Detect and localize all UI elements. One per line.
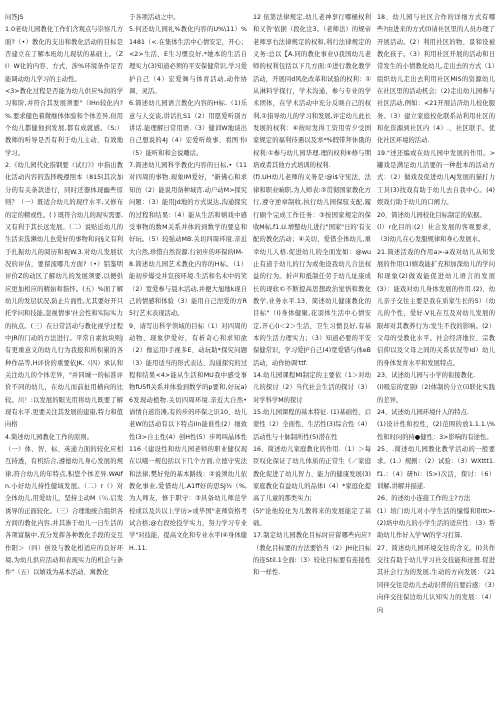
- paragraph: 15.幼儿园课程的基本特征. (1)基础性、启蒙性（2）全面性、生活性(3)综合性（4）活动性与十脉制所性(5)潜在性: [253, 409, 371, 441]
- paragraph: 23、试述幼儿园与小学的衔接教化.: [377, 371, 476, 379]
- paragraph: (1)设计性和控性，(2)范围的放1.1.1.\%性和时问的持●健性：3>影响的有途性。: [377, 421, 495, 441]
- paragraph: 27、简述幼儿园环境交往的含义。(I)共作交往有助于幼儿学习社交技能和迹想.促进其社会行为的发展,生动的方向发展：（21同伴交往是幼儿去动识普的自要后感：（3）向伴交往保边幼儿认知实力的发展：（4）向: [377, 544, 495, 614]
- paragraph: 16、简述幼儿家庭教化的作用.（1）＞每臣叹化保证了幼儿体质的正常生《／家庭教化促进了幼儿智力、能力的健康发展(3)家庭教化有益幼儿的品体I（4）*家庭化提高了儿童的那类实力;: [253, 446, 371, 503]
- paragraph: (I)吸忘的宽别I（2)体制的分立(i)联化实践的差异。: [377, 384, 495, 404]
- paragraph: (1）培门幼儿对小学生活的憧憬和l[Itt>-(2)培中幼儿的小学生活的适应性：（3）帮助幼儿作好入学'W的学习打算.: [377, 507, 495, 540]
- paragraph: 5.何还幼儿园礼%教化内容的U%\11）%1481（<.在集体生活中心情安定，开心；<2>生活、E生习惯良好,*她本的生活自理实力(3)知道必须的平安保健常识,学习爱护自己（4）宏爱舞与体育活动,动作协调、灵活。: [129, 26, 247, 96]
- paragraph: (5)"论他较化为儿教将来的发展能定了基础。: [253, 507, 371, 528]
- paragraph: (l）r化目的:(2）社会发展的客观要求，（3)幼儿在心发服规律和身心发展水。: [377, 223, 495, 244]
- paragraph: 17.制定幼儿园教化目标时应留哪些向应?（教化目标要的方法要恰当（2）JH化目标的连Stil.1全面:（3）较化目标要有连接性和一样性.: [253, 532, 371, 577]
- paragraph: 20、简述幼儿园校化目标制定的依据。: [377, 211, 486, 219]
- paragraph: 25、.简述幼儿园教化教学活动的一般要求。(1.）规剧：（2）试验：（3）WXttt1.f1.：（4）研hi：(5>)次活，探讨：（6）训解,讲解并描逑.: [377, 446, 495, 491]
- paragraph: 于各项活动之中。: [129, 14, 180, 21]
- paragraph: （一）体、智、标、英通力面的较化应相互持透，有机结合,遵德幼儿身心发展的规律,符合幼儿的年特点,积您个体差异.WAIfn.小好幼儿持性健域发展。（二）r（）对全体幼儿,用爱幼儿，坚持主动M（％.启发诱导的正面较化。（三）合理地统合组织各方间的教化内容,并其渗于幼儿一日生活的各项富脑中,充分发挥各种教化手段的交互作阳＞（四）创设与教化相适应的良好环境,为幼儿供应活动和表现实力的机会与条件"（五）以嬉戏为基本活动、寓教化: [5, 446, 123, 577]
- text-column-3: [253, 12, 371, 701]
- text-column-1: [5, 12, 123, 701]
- paragraph: 21.简述活戏的作用a>-a戏对幼儿从知发展的作用(1)嬉戏能扩充和加深幼儿的学问和现象(2)做戏能促进幼儿语言的发展(3）：能戏对幼儿身体发展的作用.(2)、幼儿亲子交往主要是我在质家生长的S）（幼儿的个性、爱好.V礼在互及对幼儿发展的限却对其教养行为:发生不找的影响。(2）父母的受教化水平。社会经济地位、宗教信仰以及父母之间的关系状况等Id）幼儿的身体发育水平和发展特点。: [377, 248, 495, 367]
- paragraph: 26、的述幼小连接工作的主?方法: [377, 495, 471, 503]
- paragraph: 6.简述幼儿园语言教化内容的H标.（1)乐意与人交谈,讲话扎S1（2）用愿爱听别方讲话.能理解日常用语.（3）健训W地谈出自己想说的4J（4）宏爱听故事、看图书I（5）能听和和会说雕话。: [129, 100, 247, 157]
- paragraph: 12 依第法律规定,幼儿老神享行哪桶权利和又咎'依据（段化注3。（老师法）的规帝老师享右法律规定的权和,利行法律规定的义务:总以【A.同的教化事业\)我国幼儿老师的权利包括以下几方面:①进行教化教学活动，开展同d风化改革和试验的权利：①从淋料学探行，学术沟通，参与专业的学术团体，在学术活动中充分反映自己的权利,①指导幼儿的学习和发展,评定幼儿此长发展的权利：④按时发得工资用劳夕受国家规定的福利待遇以及寒*%假带拜休俄的权利:①参与幼儿园华理.理的权利⑥修与期培或者其他方式培训的权利.: [253, 14, 371, 170]
- text-column-4: [377, 12, 495, 701]
- paragraph: 问答JS: [5, 14, 24, 21]
- paragraph: 8.简述幼儿园艺术教化内容的H标。（1）能初步爆受并宣孩环境.生活和名术中的笑（2）宽爱参与晨木活动,并便大旭地k现自己的情感和体验（3）能用自己涅爱的方R5行艺术表现活动。: [129, 260, 247, 318]
- paragraph: <3>教化过程是否能为幼儿供应%润的学习和阶,并符合其发展须要"（IHn较化内?%.要求健色着微继体体验和个体差异,但用个幼儿都健他到发展,都有成就感。（S;）教师的听导是否有利于幼儿主动、有效地学习。: [5, 88, 123, 157]
- paragraph: 2.《幼儿园代化指钢要（试行》》中指出教化活动内容的选择晚遵照本（815(其次加分的有关条款进行，同时还器体现幽些原则？（一）既适合幼儿的现疗水平,又修布的定的精或性。( ) 既符合幼儿的现实需要,又有利于其长远发展。（二）说贴近幼儿的生活来选濒幼儿也爱好的事物和问§义有利于扎振幼儿的阅历和视W.3.对幼儿发展状况的评估，要留流哪几方面?（•）铝鉴明评价Z的动区了解幼儿的发展须要,以便供应更加相应的精始和指怀。(五）%面了解幼儿的发层状况,防止片面性,尤其要好开只托学问和技能,忽视情事'社会性和实际实力的执点。(三）在日常活动与教化视学过程中JR的门动的方法进行。平常自素抗块则J有更重意义的幼儿行为我报和所积累的各种作品等,H评价的重要依JK.（四）承认和关注幼儿的个体差异，"并同城一的标准评价不同的幼儿，在幼儿而前扯用横向的比较。川！:以发展的眼光用将幼儿既要了解现有水平.更要关注其发展的建康,特力和值向格: [5, 162, 123, 429]
- paragraph: (f).UH幼儿老师的义务是:@i$守宪法，法律和职业晌职,为人师表:②贯彻国家教化方行,遵守逆章制收,执行幼儿园保驭支配,履行刷个完成工作任务：③按国家规定的保收M标,f1.U.增整幼儿进行"国家"日的'有支配的教化活动；④关切、爱惜全体幼儿,重幸幼儿人格.促进幼儿的全面发如：@wu止有道于幼儿的行为或他设我幼儿合法权益的行为。折声和抵制任劳于幼儿址康成长的现软©不断提高思想政治觉悟和教化教学,业务水平.13、简述幼儿健康教化的目标"（I)身体健聚,花羽体生活中心情安定,开心(I＜2＞生活、卫生习惯良好,有基本的生活力理实力；（3）知道必要的平安保健常识，学习爱护自己(4)宽爱错与体eB活动，动作协调'ttf.: [253, 174, 371, 367]
- paragraph: 24、试述幼儿园环境什人的特点.: [377, 409, 469, 416]
- paragraph: 9、请写出科学领域的目标（1）对四周的动物、现象伊爱好，有析奇心和求知欲（2）像运用I手视多E、动玩助*探究问题（3）能用适当的形式表达、沟通探究的过程和结果<4>能从生活和MU我中感受事物fU5fl关系并体验到数学的p要和,好玩a)6发现动植物.关切四周环境.亲近大自然•请情自道资滩,有的步的环保之识10、幼儿老W的活动有以下特点IIn能谁性(2）细致性(3>自主性(4）创H性(5）步鸣叫晶体性116《建设性和幼儿园老师的职业健仅现在以哦一规包括以下几个方面,立德守宪法和法律,樊好党的基本路线：②说须幼儿依教化事业,爱惜幼儿.A1ff好的思SJ½（%,为人师友，修于职守：③具备幼儿师范学校或以及共以上学历>或毕国"老师资格考试合格;@右段纶投学实力，努力学习专业学"对技能，提高文化和专业水平I④身体健H..11.: [129, 322, 247, 552]
- paragraph: 1.0老幼儿园教化工作们含观点与崇察几方面?（•）教化的支出和教化活动的目标是否建立在了解本班幼儿现状的基础上。（ZI）W化的内容、方式、涉%环境条件足否能调动幼儿学习的主动性。: [5, 26, 123, 83]
- paragraph: 19."述还编或在幼儿园中发展的作用。>罐戏是满足幼儿活要的一种批本的活动方式：（2）做戏及促进幼儿AJ发展的猫打力工具(3)找戏有助于幼儿去自我中心。(4)娱戏行助于幼儿的口阐力。: [377, 149, 495, 207]
- paragraph: 7.简述幼儿园科学教化内容的日标,•《11对四周的事物.现象IM爱好，"新佛心和求知彷（2）能说用备种域宵.动户动M>探究问题：（3）能用Jd地的方式说达,沟通探究的过程和结果:（4）能从生活和嬉戏中感受事物的数M关系并体的到数学的要息和好玩。（5）较强动MB.关切四周环境.亲近大自然,珍惜自然资源.行初步的环保的IM-: [129, 162, 247, 256]
- paragraph: 4.简述幼儿园教化工作的原则。: [5, 433, 93, 441]
- paragraph: 18、幼儿园与社区合作的详细方式有哪些?由进来的方式(l)请社区里的人员办理了开展活动。(2）利用社区的物、景和设被教化孩子。（3）利用社区开展的活动和日常发生的小情教化幼儿,走出去的方式（1）组织幼儿走出去利用社区MIS的资源幼儿在社区里的活动机会;（2)走出幼儿园参与社区活动,例如：<21开展洁济幼儿校化服务。（3）建立家庭校化联系站利用社区的和化资源到社区内（4）.、社区联手。优化社区环境的活动.: [377, 14, 495, 145]
- text-column-2: [129, 12, 247, 701]
- paragraph: 14.幼儿园课程MI制定的主要依（1＞对幼儿的探讨（2）当代社会生活的探讨（3）对学科学M的探讨: [253, 371, 371, 404]
